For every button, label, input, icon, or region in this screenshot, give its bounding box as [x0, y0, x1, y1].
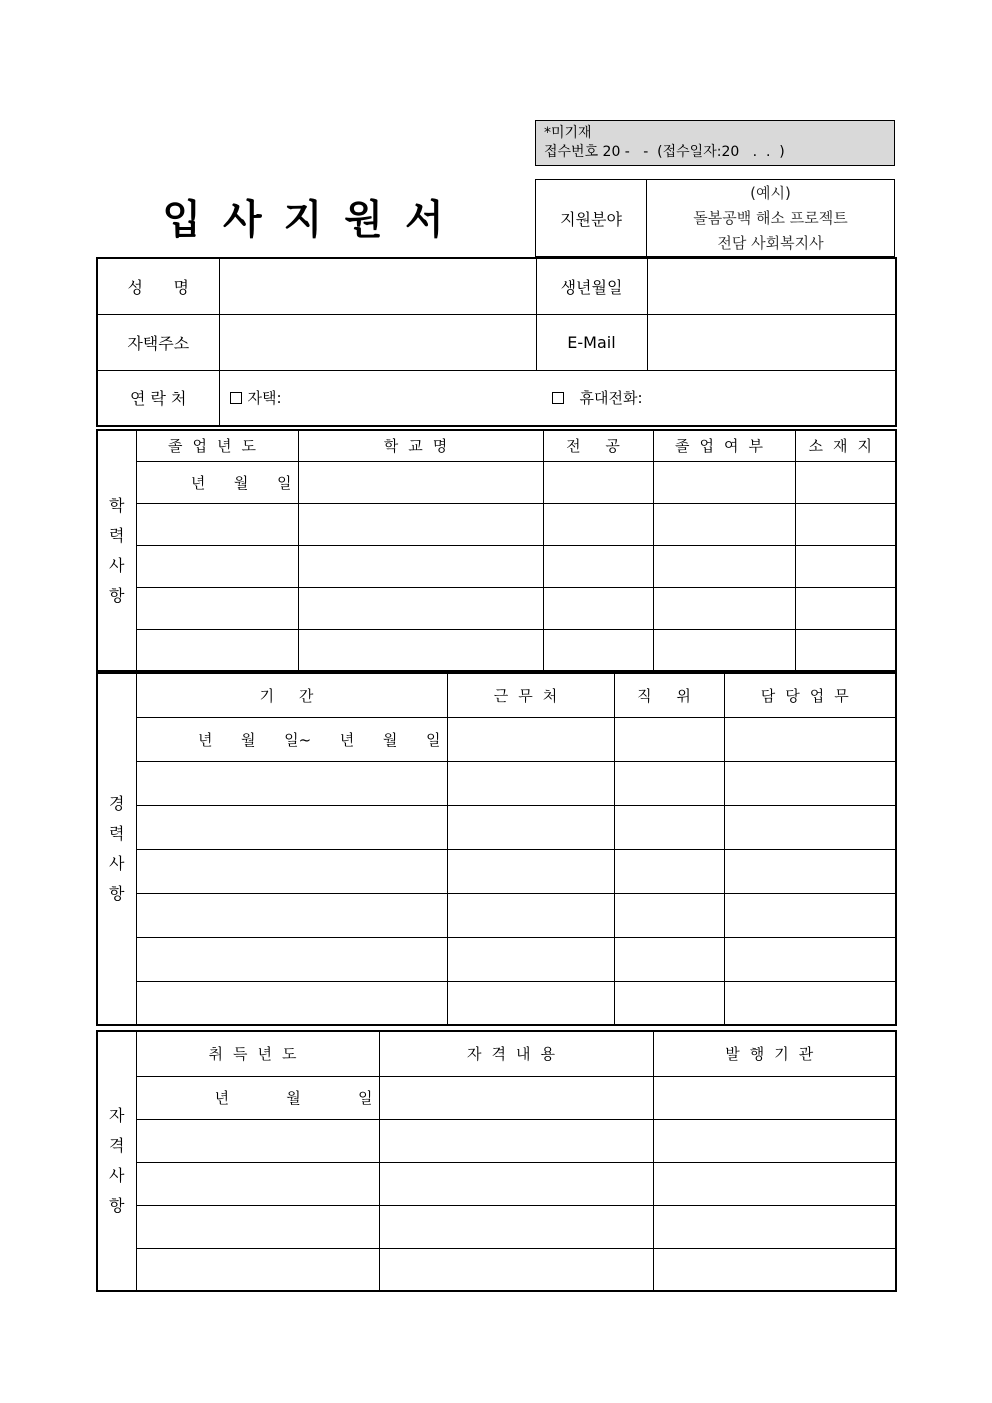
education-table [96, 429, 897, 672]
location-cell[interactable] [795, 587, 896, 629]
position-cell[interactable] [614, 849, 724, 893]
contact-label: 연 락 처 [97, 370, 219, 426]
table-row [97, 1162, 896, 1205]
school-cell[interactable] [298, 461, 543, 503]
school-cell[interactable] [298, 587, 543, 629]
certificate-section-label: 자 격 사 항 [97, 1031, 136, 1291]
status-cell[interactable] [653, 461, 795, 503]
table-row [97, 1119, 896, 1162]
header-workplace: 근무처 [447, 673, 614, 717]
certificate-cell[interactable] [379, 1205, 653, 1248]
school-cell[interactable] [298, 629, 543, 671]
header-school-name: 학교명 [298, 430, 543, 461]
birth-date-label: 생년월일 [536, 258, 647, 314]
workplace-cell[interactable] [447, 981, 614, 1025]
home-phone-option[interactable]: 자택: [220, 389, 282, 407]
acquisition-date-cell[interactable]: 년 월 일 [136, 1076, 379, 1119]
certificate-cell[interactable] [379, 1248, 653, 1291]
education-section-label: 학 력 사 항 [97, 430, 136, 671]
location-cell[interactable] [795, 629, 896, 671]
table-row [97, 629, 896, 671]
header-issuer: 발행기관 [653, 1031, 896, 1076]
workplace-cell[interactable] [447, 761, 614, 805]
table-row [97, 587, 896, 629]
duties-cell[interactable] [724, 761, 896, 805]
table-row [97, 937, 896, 981]
mobile-phone-option[interactable]: 휴대전화: [542, 387, 643, 408]
position-cell[interactable] [614, 805, 724, 849]
receipt-number-line: 접수번호 20 - - (접수일자:20 . . ) [544, 144, 785, 160]
field-line1: 돌봄공백 해소 프로젝트 [693, 208, 848, 227]
graduation-date-cell[interactable] [136, 587, 298, 629]
table-row [97, 461, 896, 503]
checkbox-icon[interactable] [230, 392, 242, 404]
graduation-date-cell[interactable] [136, 629, 298, 671]
birth-date-field[interactable] [647, 258, 896, 314]
position-cell[interactable] [614, 717, 724, 761]
email-field[interactable] [647, 314, 896, 370]
header-major: 전 공 [543, 430, 653, 461]
acquisition-date-cell[interactable] [136, 1205, 379, 1248]
acquisition-date-cell[interactable] [136, 1162, 379, 1205]
major-cell[interactable] [543, 461, 653, 503]
header-acquisition-year: 취득년도 [136, 1031, 379, 1076]
major-cell[interactable] [543, 587, 653, 629]
header-period: 기 간 [136, 673, 447, 717]
email-label: E-Mail [536, 314, 647, 370]
career-table [96, 672, 897, 1026]
status-cell[interactable] [653, 503, 795, 545]
page-title: 입사지원서 [162, 197, 466, 243]
acquisition-date-cell[interactable] [136, 1248, 379, 1291]
table-row [97, 503, 896, 545]
table-row [97, 1205, 896, 1248]
certificate-table [96, 1030, 897, 1292]
name-field[interactable] [219, 258, 536, 314]
address-field[interactable] [219, 314, 536, 370]
issuer-cell[interactable] [653, 1248, 896, 1291]
header-graduation-year: 졸업년도 [136, 430, 298, 461]
position-cell[interactable] [614, 893, 724, 937]
field-line2: 전담 사회복지사 [717, 233, 824, 252]
address-label: 자택주소 [97, 314, 219, 370]
table-row [97, 981, 896, 1025]
workplace-cell[interactable] [447, 893, 614, 937]
certificate-cell[interactable] [379, 1076, 653, 1119]
issuer-cell[interactable] [653, 1205, 896, 1248]
career-section-label: 경 력 사 항 [97, 673, 136, 1025]
name-label: 성 명 [97, 258, 219, 314]
checkbox-icon[interactable] [552, 392, 564, 404]
location-cell[interactable] [795, 461, 896, 503]
period-cell[interactable]: 년 월 일~ 년 월 일 [136, 717, 447, 761]
school-cell[interactable] [298, 545, 543, 587]
duties-cell[interactable] [724, 717, 896, 761]
position-cell[interactable] [614, 937, 724, 981]
table-row [97, 545, 896, 587]
receipt-box [535, 120, 895, 166]
table-row [97, 1076, 896, 1119]
table-row [97, 717, 896, 761]
workplace-cell[interactable] [447, 937, 614, 981]
period-cell[interactable] [136, 937, 447, 981]
table-row [97, 1248, 896, 1291]
receipt-note: *미기재 [544, 125, 592, 141]
graduation-date-cell[interactable] [136, 503, 298, 545]
certificate-cell[interactable] [379, 1162, 653, 1205]
status-cell[interactable] [653, 545, 795, 587]
school-cell[interactable] [298, 503, 543, 545]
table-row [97, 805, 896, 849]
workplace-cell[interactable] [447, 805, 614, 849]
header-duties: 담당업무 [724, 673, 896, 717]
issuer-cell[interactable] [653, 1076, 896, 1119]
location-cell[interactable] [795, 545, 896, 587]
period-cell[interactable] [136, 805, 447, 849]
header-location: 소재지 [795, 430, 896, 461]
duties-cell[interactable] [724, 981, 896, 1025]
major-cell[interactable] [543, 503, 653, 545]
major-cell[interactable] [543, 545, 653, 587]
period-cell[interactable] [136, 893, 447, 937]
application-field-box [535, 179, 895, 257]
status-cell[interactable] [653, 629, 795, 671]
table-row [97, 761, 896, 805]
duties-cell[interactable] [724, 937, 896, 981]
period-cell[interactable] [136, 849, 447, 893]
contact-field [219, 370, 896, 426]
header-certificate-name: 자격내용 [379, 1031, 653, 1076]
application-field-value[interactable] [647, 180, 894, 256]
position-cell[interactable] [614, 761, 724, 805]
duties-cell[interactable] [724, 893, 896, 937]
status-cell[interactable] [653, 587, 795, 629]
major-cell[interactable] [543, 629, 653, 671]
certificate-cell[interactable] [379, 1119, 653, 1162]
duties-cell[interactable] [724, 849, 896, 893]
acquisition-date-cell[interactable] [136, 1119, 379, 1162]
position-cell[interactable] [614, 981, 724, 1025]
workplace-cell[interactable] [447, 849, 614, 893]
header-graduation-status: 졸업여부 [653, 430, 795, 461]
table-row [97, 893, 896, 937]
issuer-cell[interactable] [653, 1119, 896, 1162]
header-position: 직 위 [614, 673, 724, 717]
graduation-date-cell[interactable]: 년 월 일 [136, 461, 298, 503]
field-example: (예시) [750, 183, 791, 202]
issuer-cell[interactable] [653, 1162, 896, 1205]
location-cell[interactable] [795, 503, 896, 545]
graduation-date-cell[interactable] [136, 545, 298, 587]
table-row [97, 849, 896, 893]
application-field-label: 지원분야 [536, 180, 647, 256]
workplace-cell[interactable] [447, 717, 614, 761]
duties-cell[interactable] [724, 805, 896, 849]
period-cell[interactable] [136, 761, 447, 805]
personal-info-table [96, 257, 897, 427]
period-cell[interactable] [136, 981, 447, 1025]
